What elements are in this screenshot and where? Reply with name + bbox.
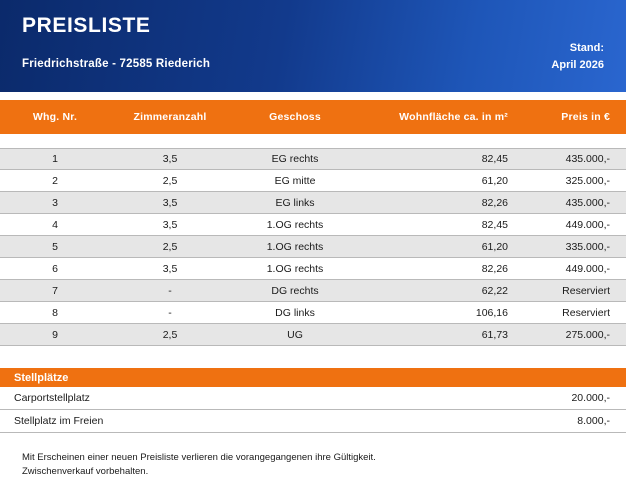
footnote <box>0 451 626 479</box>
cell-preis: 435.000,- <box>565 153 610 165</box>
cell-geschoss: DG rechts <box>271 284 319 297</box>
column-header-whg-nr: Whg. Nr. <box>32 111 78 123</box>
stellplatz-price: 20.000,- <box>571 392 610 404</box>
cell-wohnflaeche: 82,26 <box>481 196 508 209</box>
table-row <box>0 236 626 258</box>
stand-label: Stand: <box>569 42 604 54</box>
cell-wohnflaeche: 61,20 <box>481 174 508 187</box>
cell-zimmeranzahl: - <box>168 284 172 297</box>
cell-geschoss: 1.OG rechts <box>266 240 324 253</box>
cell-geschoss: EG links <box>275 196 315 209</box>
stellplatz-row <box>0 410 626 433</box>
cell-wohnflaeche: 61,73 <box>481 328 508 341</box>
stellplaetze-header <box>0 368 626 387</box>
cell-preis: 435.000,- <box>565 196 610 209</box>
page-subtitle: Friedrichstraße - 72585 Riederich <box>22 58 211 70</box>
cell-wohnflaeche: 62,22 <box>481 284 508 297</box>
cell-zimmeranzahl: 3,5 <box>162 262 178 275</box>
cell-whg-nr: 2 <box>52 174 58 187</box>
cell-whg-nr: 8 <box>52 306 58 319</box>
cell-whg-nr: 9 <box>52 328 58 341</box>
table-header-row <box>0 100 626 134</box>
cell-whg-nr: 3 <box>52 196 58 209</box>
cell-wohnflaeche: 106,16 <box>475 306 508 319</box>
cell-preis: 275.000,- <box>565 328 610 341</box>
cell-preis: 335.000,- <box>565 240 610 253</box>
stand-value: April 2026 <box>551 59 604 71</box>
cell-zimmeranzahl: 3,5 <box>162 196 178 209</box>
cell-whg-nr: 1 <box>52 153 58 165</box>
cell-wohnflaeche: 61,20 <box>481 240 508 253</box>
cell-preis: 325.000,- <box>565 174 610 187</box>
stellplatz-row <box>0 387 626 410</box>
cell-zimmeranzahl: 2,5 <box>162 328 178 341</box>
column-header-wohnflaeche: Wohnfläche ca. in m² <box>399 111 508 123</box>
cell-geschoss: DG links <box>275 306 315 319</box>
cell-preis: Reserviert <box>562 284 610 297</box>
cell-wohnflaeche: 82,26 <box>481 262 508 275</box>
cell-wohnflaeche: 82,45 <box>481 153 508 165</box>
cell-whg-nr: 6 <box>52 262 58 275</box>
cell-whg-nr: 4 <box>52 218 58 231</box>
table-row <box>0 302 626 324</box>
table-row <box>0 170 626 192</box>
cell-whg-nr: 5 <box>52 240 58 253</box>
cell-zimmeranzahl: 2,5 <box>162 174 178 187</box>
cell-geschoss: 1.OG rechts <box>266 262 324 275</box>
stellplaetze-section <box>0 368 626 433</box>
cell-geschoss: UG <box>287 328 303 341</box>
cell-zimmeranzahl: 3,5 <box>162 153 178 165</box>
cell-preis: Reserviert <box>562 306 610 319</box>
footnote-line-1: Mit Erscheinen einer neuen Preisliste verlieren die vorangegangenen ihre Gültigkeit. <box>22 452 376 463</box>
cell-geschoss: EG rechts <box>271 153 319 165</box>
cell-zimmeranzahl: - <box>168 306 172 319</box>
footnote-line-2: Zwischenverkauf vorbehalten. <box>22 466 149 477</box>
table-row <box>0 258 626 280</box>
cell-whg-nr: 7 <box>52 284 58 297</box>
column-header-zimmeranzahl: Zimmeranzahl <box>133 111 207 123</box>
cell-preis: 449.000,- <box>565 262 610 275</box>
column-header-preis: Preis in € <box>561 111 610 123</box>
cell-zimmeranzahl: 2,5 <box>162 240 178 253</box>
cell-preis: 449.000,- <box>565 218 610 231</box>
stand-block <box>551 40 604 74</box>
stellplatz-price: 8.000,- <box>577 415 610 427</box>
cell-geschoss: EG mitte <box>274 174 316 187</box>
stellplaetze-title: Stellplätze <box>14 371 69 384</box>
cell-wohnflaeche: 82,45 <box>481 218 508 231</box>
cell-geschoss: 1.OG rechts <box>266 218 324 231</box>
column-header-geschoss: Geschoss <box>269 111 321 123</box>
stellplatz-label: Carportstellplatz <box>14 392 90 404</box>
table-row <box>0 324 626 346</box>
table-row <box>0 280 626 302</box>
page-title: PREISLISTE <box>22 14 151 37</box>
cell-zimmeranzahl: 3,5 <box>162 218 178 231</box>
stellplatz-label: Stellplatz im Freien <box>14 415 104 427</box>
price-table-body <box>0 148 626 346</box>
table-row <box>0 148 626 170</box>
table-row <box>0 214 626 236</box>
page-header <box>0 0 626 92</box>
table-row <box>0 192 626 214</box>
